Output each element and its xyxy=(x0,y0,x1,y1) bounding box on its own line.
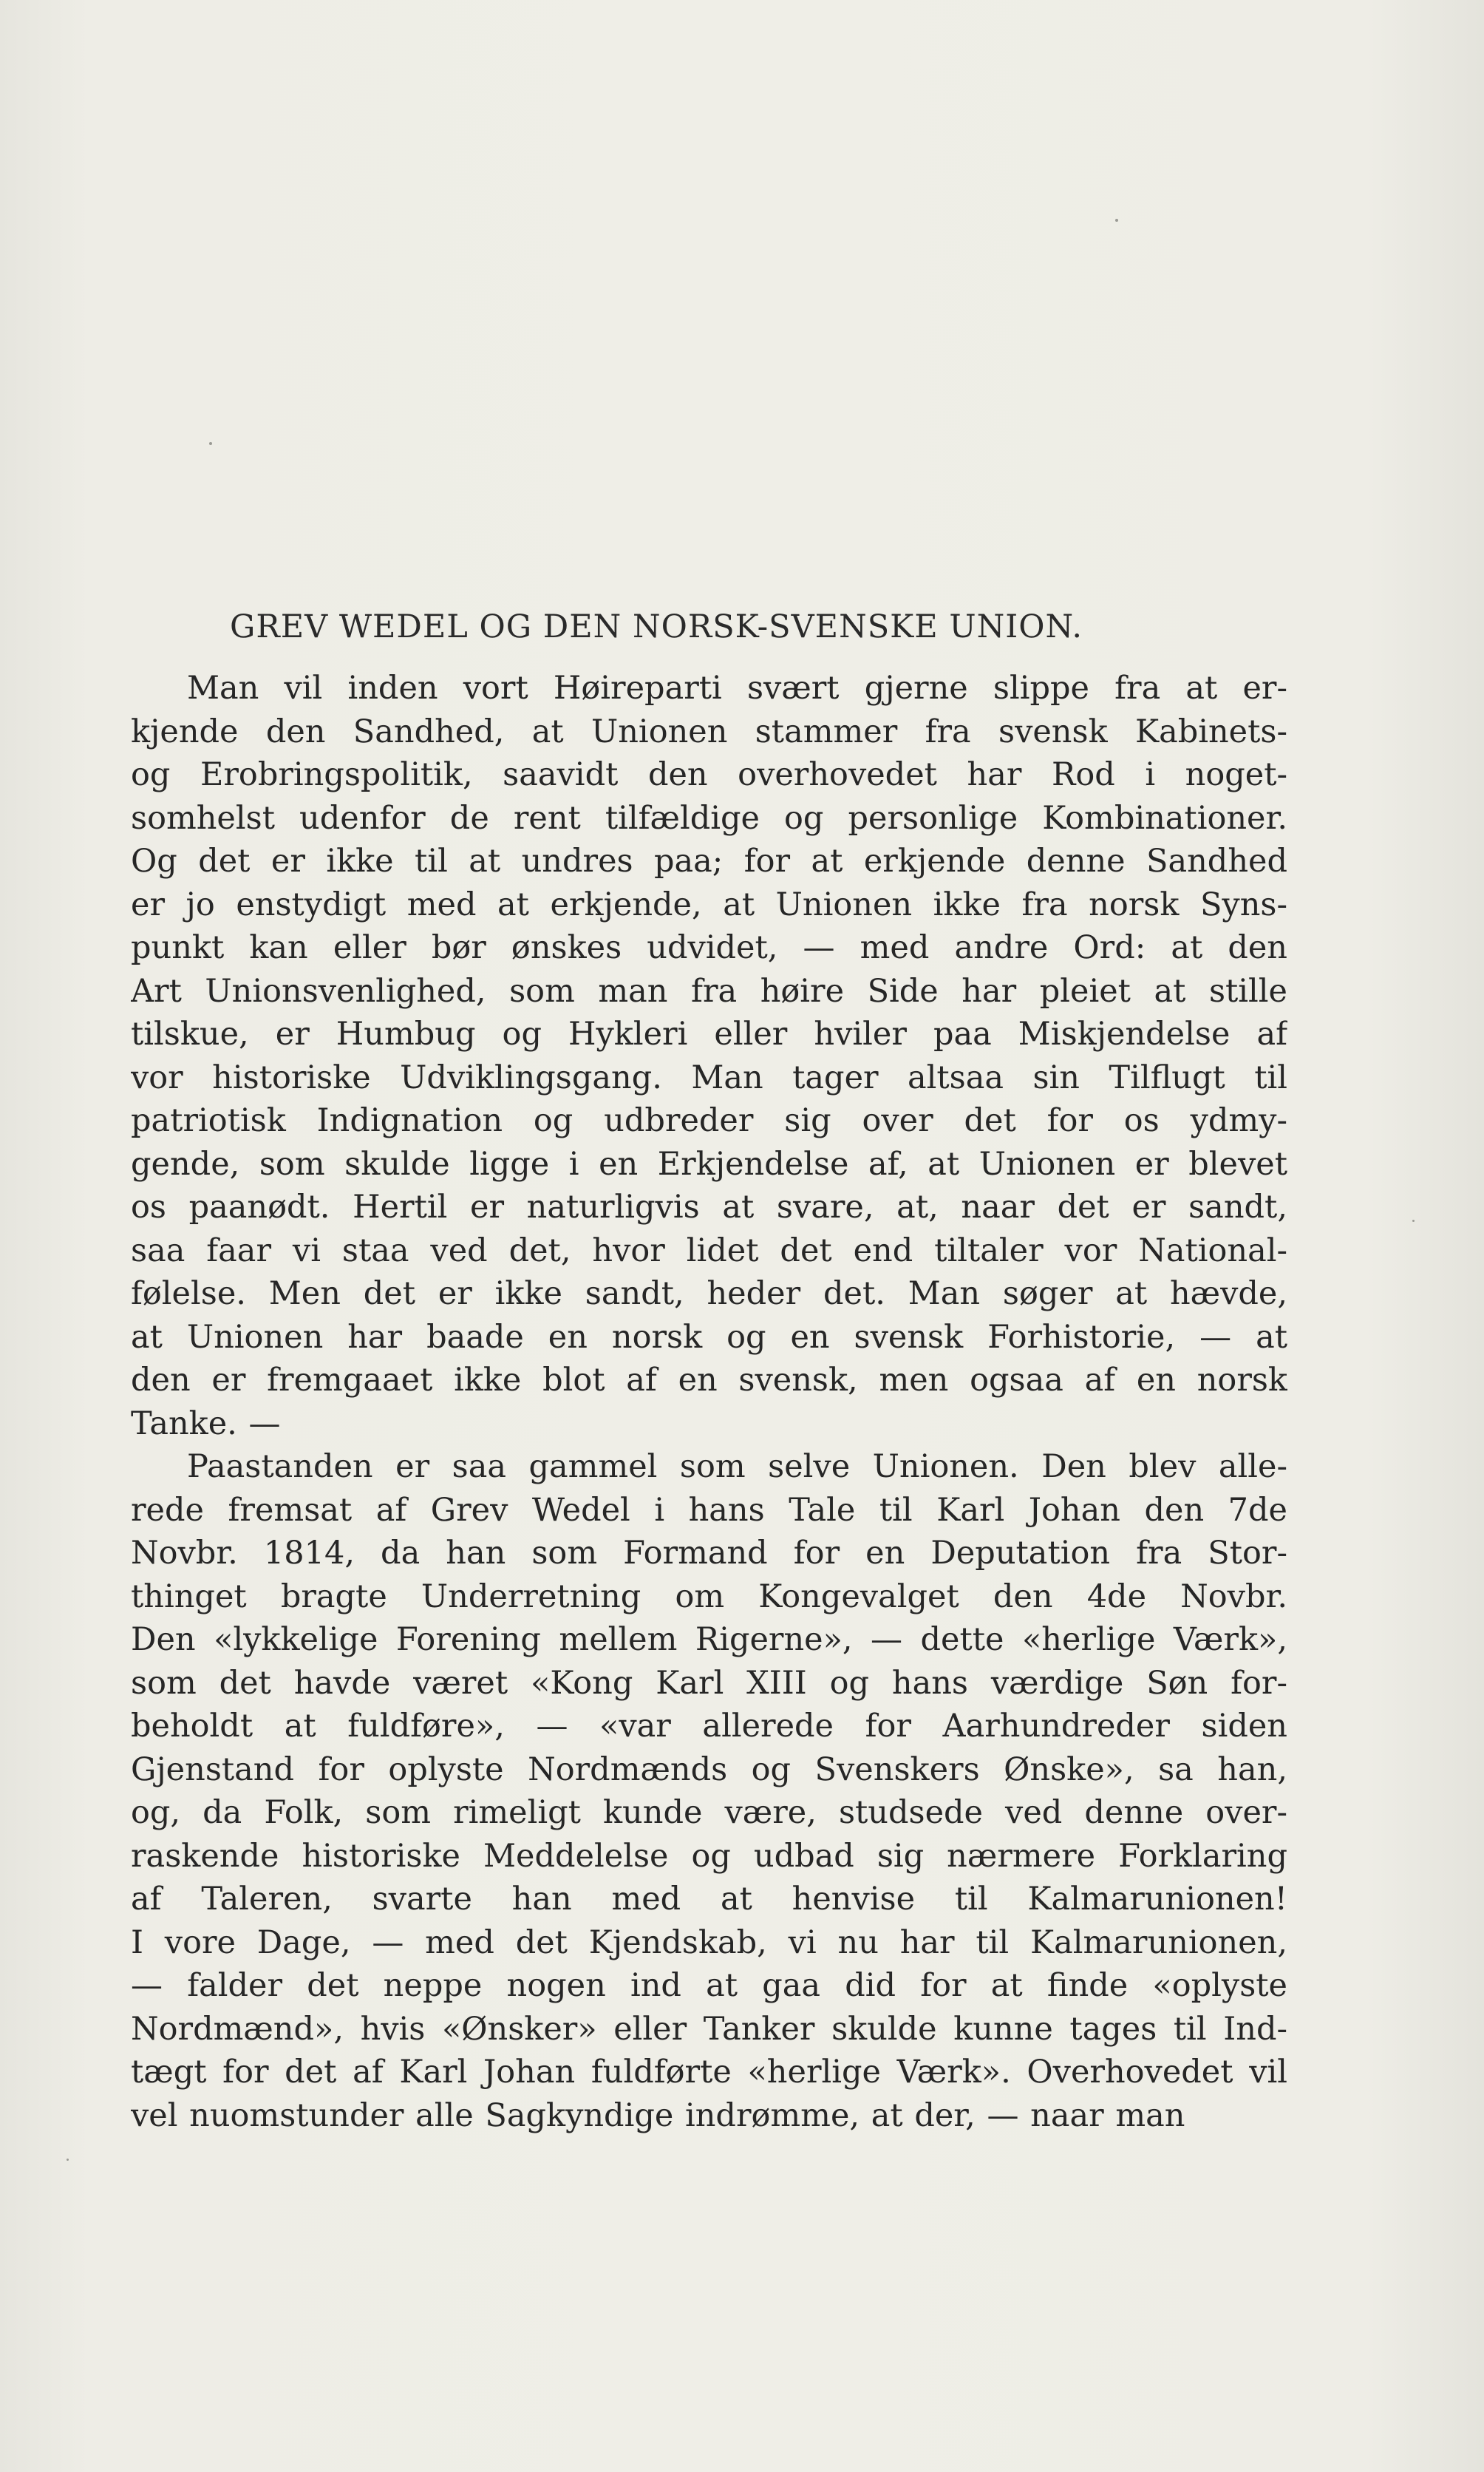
text-line: at Unionen har baade en norsk og en svensk Forhistorie, — at xyxy=(131,1318,1287,1356)
text-line: tægt for det af Karl Johan fuldførte «herlige Værk». Overhovedet vil xyxy=(131,2054,1287,2091)
paragraph-2 xyxy=(131,1445,1287,2137)
body-text xyxy=(131,667,1287,2137)
text-line: tilskue, er Humbug og Hykleri eller hviler paa Miskjendelse af xyxy=(131,1016,1287,1053)
text-line: vor historiske Udviklingsgang. Man tager altsaa sin Tilflugt til xyxy=(131,1059,1287,1096)
text-line: somhelst udenfor de rent tilfældige og personlige Kombinationer. xyxy=(131,799,1287,837)
text-line: den er fremgaaet ikke blot af en svensk, men ogsaa af en norsk xyxy=(131,1362,1287,1399)
text-line: kjende den Sandhed, at Unionen stammer fra svensk Kabinets- xyxy=(131,713,1287,750)
text-line: vel nuomstunder alle Sagkyndige indrømme, at der, — naar man xyxy=(131,2096,1185,2134)
text-line: Gjenstand for oplyste Nordmænds og Svenskers Ønske», sa han, xyxy=(131,1751,1287,1788)
text-line: os paanødt. Hertil er naturligvis at svare, at, naar det er sandt, xyxy=(131,1189,1287,1226)
text-line: Novbr. 1814, da han som Formand for en Deputation fra Stor- xyxy=(131,1535,1287,1572)
text-line: og, da Folk, som rimeligt kunde være, studsede ved denne over- xyxy=(131,1794,1287,1831)
paper-speck xyxy=(209,442,212,445)
text-line: — falder det neppe nogen ind at gaa did for at finde «oplyste xyxy=(131,1967,1287,2004)
text-line: Og det er ikke til at undres paa; for at erkjende denne Sandhed xyxy=(131,843,1287,880)
text-line: gende, som skulde ligge i en Erkjendelse af, at Unionen er blevet xyxy=(131,1145,1287,1183)
paper-speck xyxy=(67,2159,69,2161)
paragraph-1 xyxy=(131,667,1287,1445)
text-line: følelse. Men det er ikke sandt, heder det. Man søger at hævde, xyxy=(131,1275,1287,1312)
text-line: saa faar vi staa ved det, hvor lidet det end tiltaler vor National- xyxy=(131,1232,1287,1269)
text-line: Den «lykkelige Forening mellem Rigerne», — dette «herlige Værk», xyxy=(131,1621,1287,1658)
text-line: som det havde været «Kong Karl XIII og hans værdige Søn for- xyxy=(131,1664,1287,1702)
text-line: Man vil inden vort Høireparti svært gjerne slippe fra at er- xyxy=(187,670,1287,707)
text-line: raskende historiske Meddelelse og udbad sig nærmere Forklaring xyxy=(131,1837,1287,1875)
text-line: af Taleren, svarte han med at henvise til Kalmarunionen! xyxy=(131,1881,1287,1918)
paper-speck xyxy=(1412,1220,1415,1222)
text-line: I vore Dage, — med det Kjendskab, vi nu har til Kalmarunionen, xyxy=(131,1923,1287,1961)
chapter-title: GREV WEDEL OG DEN NORSK-SVENSKE UNION. xyxy=(230,608,1083,645)
text-line: og Erobringspolitik, saavidt den overhovedet har Rod i noget- xyxy=(131,756,1287,793)
text-line: patriotisk Indignation og udbreder sig over det for os ydmy- xyxy=(131,1102,1287,1139)
text-line: er jo enstydigt med at erkjende, at Unionen ikke fra norsk Syns- xyxy=(131,886,1287,923)
text-line: punkt kan eller bør ønskes udvidet, — med andre Ord: at den xyxy=(131,929,1287,966)
text-line: rede fremsat af Grev Wedel i hans Tale til Karl Johan den 7de xyxy=(131,1491,1287,1529)
text-line: Nordmænd», hvis «Ønsker» eller Tanker skulde kunne tages til Ind- xyxy=(131,2010,1287,2048)
paper-speck xyxy=(1115,219,1118,222)
text-line: thinget bragte Underretning om Kongevalget den 4de Novbr. xyxy=(131,1578,1287,1615)
text-line: beholdt at fuldføre», — «var allerede for Aarhundreder siden xyxy=(131,1708,1287,1745)
text-line: Art Unionsvenlighed, som man fra høire Side har pleiet at stille xyxy=(131,972,1287,1010)
text-line: Tanke. — xyxy=(131,1405,281,1442)
text-line: Paastanden er saa gammel som selve Unionen. Den blev alle- xyxy=(187,1448,1287,1485)
